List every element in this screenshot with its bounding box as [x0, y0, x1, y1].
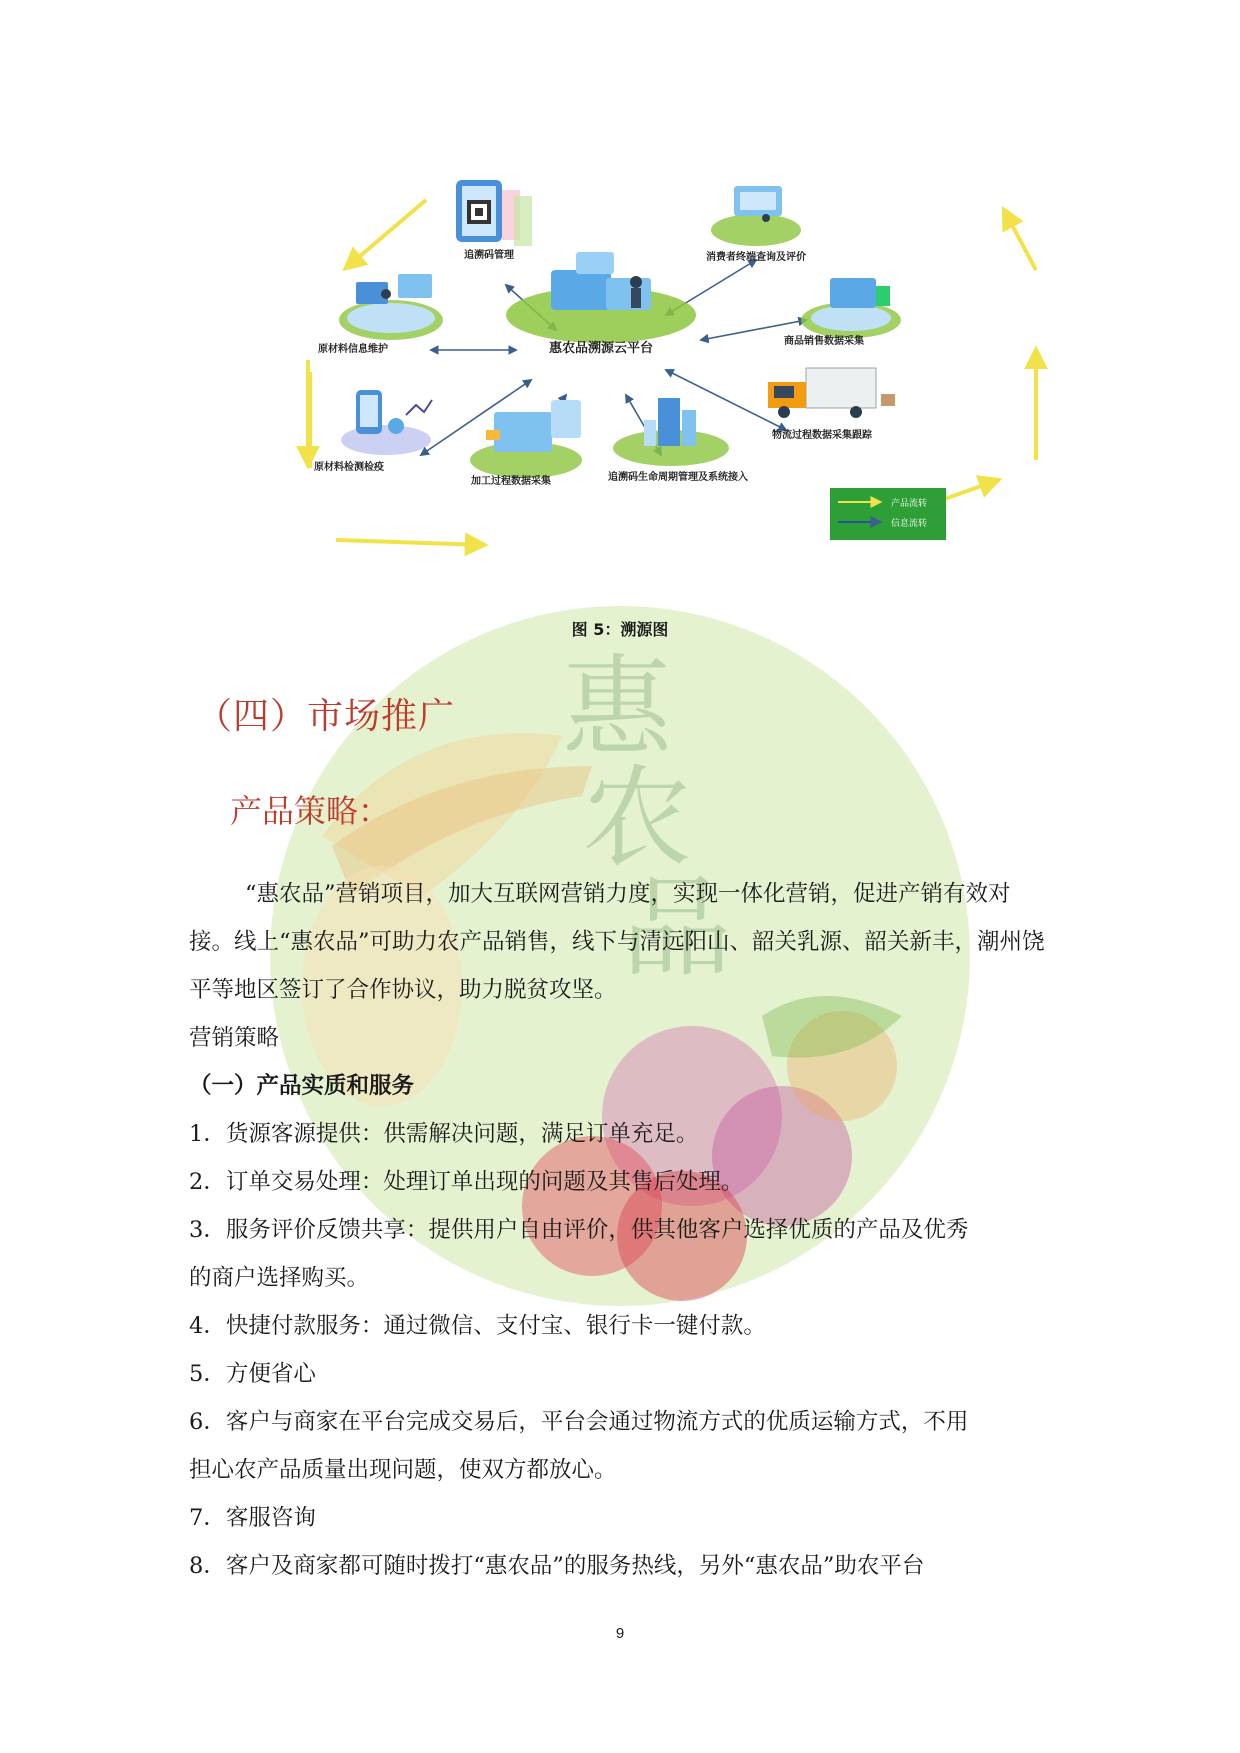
platform-label: 惠农品溯源云平台: [548, 341, 654, 356]
diagram-legend: [830, 488, 946, 540]
list-item-5: 5．方便省心: [189, 1361, 316, 1387]
marketing-strategy-label: 营销策略: [189, 1025, 280, 1051]
list-item-1: 1．货源客源提供：供需解决问题，满足订单充足。: [189, 1121, 699, 1147]
list-item-8: 8．客户及商家都可随时拨打“惠农品”的服务热线，另外“惠农品”助农平台: [189, 1553, 925, 1579]
list-item-6b: 担心农产品质量出现问题，使双方都放心。: [189, 1457, 617, 1483]
trace-code-label: 追溯码管理: [464, 250, 514, 261]
trace-code-node: [456, 180, 532, 261]
lifecycle-node: [608, 398, 748, 483]
consumer-node: [706, 186, 806, 263]
list-item-6a: 6．客户与商家在平台完成交易后，平台会通过物流方式的优质运输方式，不用: [189, 1409, 969, 1435]
watermark-char-2: 农: [582, 754, 692, 882]
platform-node: [506, 252, 696, 356]
watermark-char-1: 惠: [562, 644, 672, 772]
page-number: 9: [615, 1625, 625, 1642]
processing-node: [470, 400, 582, 487]
legend-product: 产品流转: [891, 499, 928, 509]
lifecycle-label: 追溯码生命周期管理及系统接入: [608, 472, 748, 483]
list-item-7: 7．客服咨询: [189, 1505, 316, 1531]
logistics-label: 物流过程数据采集跟踪: [772, 430, 872, 441]
processing-label: 加工过程数据采集: [471, 476, 551, 487]
paragraph-product-strategy: “惠农品”营销项目，加大互联网营销力度，实现一体化营销，促进产销有效对接。线上“惠农品”可助力农产品销售，线下与清远阳山、韶关乳源、韶关新丰，潮州饶平等地区签订了合作协议，助力脱贫攻坚。: [189, 881, 1045, 1003]
raw-inspect-label: 原材料检测检疫: [314, 462, 384, 473]
raw-info-node: [318, 274, 443, 355]
figure-caption: 图 5：溯源图: [571, 620, 669, 639]
list-item-4: 4．快捷付款服务：通过微信、支付宝、银行卡一键付款。: [189, 1313, 766, 1339]
legend-info: 信息流转: [891, 519, 928, 529]
logistics-node: [768, 368, 895, 441]
sales-node: [784, 278, 901, 347]
subsection-title: 产品策略：: [230, 792, 391, 830]
list-item-3a: 3．服务评价反馈共享：提供用户自由评价，供其他客户选择优质的产品及优秀: [189, 1217, 969, 1243]
watermark-char-3: 品: [622, 864, 732, 992]
list-item-2: 2．订单交易处理：处理订单出现的问题及其售后处理。: [189, 1169, 744, 1195]
subheading-product-service: （一）产品实质和服务: [189, 1073, 415, 1099]
section-title: （四）市场推广: [196, 696, 456, 737]
list-item-3b: 的商户选择购买。: [189, 1265, 370, 1291]
raw-inspect-node: [314, 390, 432, 473]
consumer-label: 消费者终端查询及评价: [706, 252, 806, 263]
sales-label: 商品销售数据采集: [784, 336, 864, 347]
raw-info-label: 原材料信息维护: [318, 344, 388, 355]
traceability-diagram: [314, 190, 1054, 602]
